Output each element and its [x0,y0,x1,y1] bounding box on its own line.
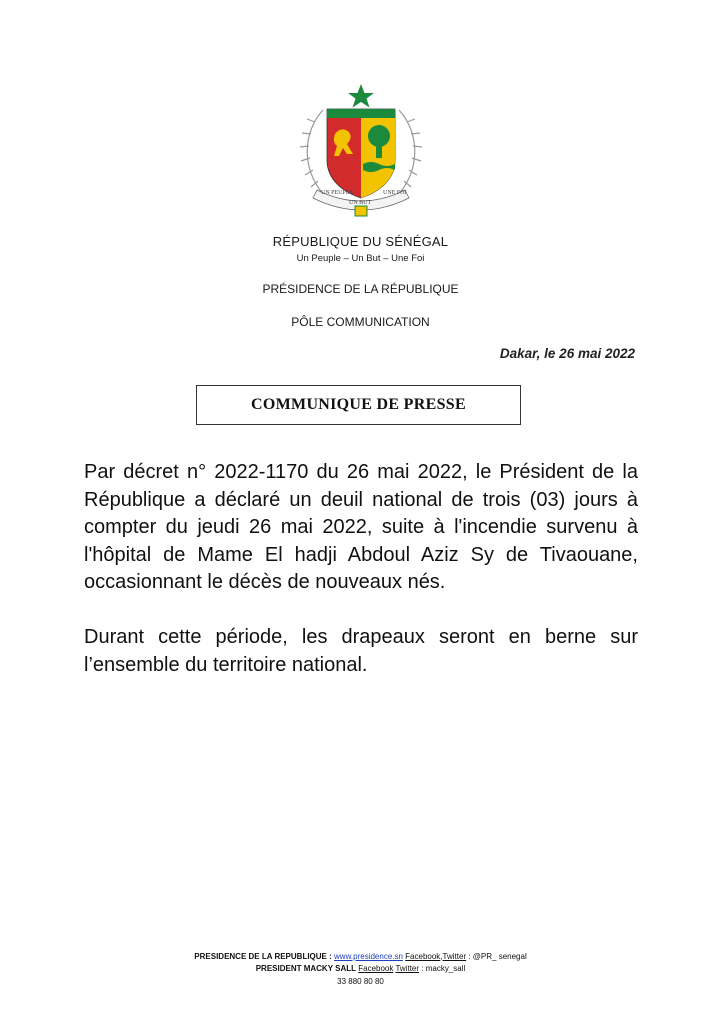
ribbon-bottom-text: UN BUT [349,200,372,206]
footer-phone: 33 880 80 80 [337,977,384,986]
twitter-link-president[interactable]: Twitter [395,964,420,973]
republic-heading: RÉPUBLIQUE DU SÉNÉGAL [272,234,449,249]
footer-president-label: PRESIDENT MACKY SALL [255,964,357,973]
press-release-title-box [196,385,521,425]
body-paragraph-2: Durant cette période, les drapeaux seront en berne sur l’ensemble du territoire national. [84,626,638,676]
ribbon-right-text: UNE FOI [383,190,407,196]
footer-handle-presidency: : @PR_ senegal [468,952,527,961]
footer-presidency-label: PRESIDENCE DE LA REPUBLIQUE : [194,952,332,961]
national-motto: Un Peuple – Un But – Une Foi [296,253,425,264]
facebook-link-presidency[interactable]: Facebook [405,952,441,961]
senegal-coat-of-arms-icon [283,82,439,218]
document-date: Dakar, le 26 mai 2022 [499,346,635,361]
pole-communication-heading: PÔLE COMMUNICATION [291,315,430,329]
facebook-link-president[interactable]: Facebook [358,964,394,973]
footer-line-2 [0,964,721,973]
press-release-title: COMMUNIQUE DE PRESSE [251,396,466,413]
website-link[interactable]: www.presidence.sn [334,952,403,961]
footer-separator: , [440,952,443,961]
presidency-heading: PRÉSIDENCE DE LA RÉPUBLIQUE [262,282,459,296]
footer-handle-president: : macky_sall [421,964,466,973]
ribbon-left-text: UN PEUPLE [321,190,354,196]
body-paragraph-1: Par décret n° 2022-1170 du 26 mai 2022, le Président de la République a déclaré un deuil national de trois (03) jours à compter du jeudi 26 mai 2022, suite à l'incendie survenu à l'hôpital de Mame El hadji Abdoul Aziz Sy de Tivaouane, occasionnant le décès de nouveaux nés. [84,461,638,593]
footer-line-1 [0,952,721,961]
twitter-link-presidency[interactable]: Twitter [442,952,467,961]
